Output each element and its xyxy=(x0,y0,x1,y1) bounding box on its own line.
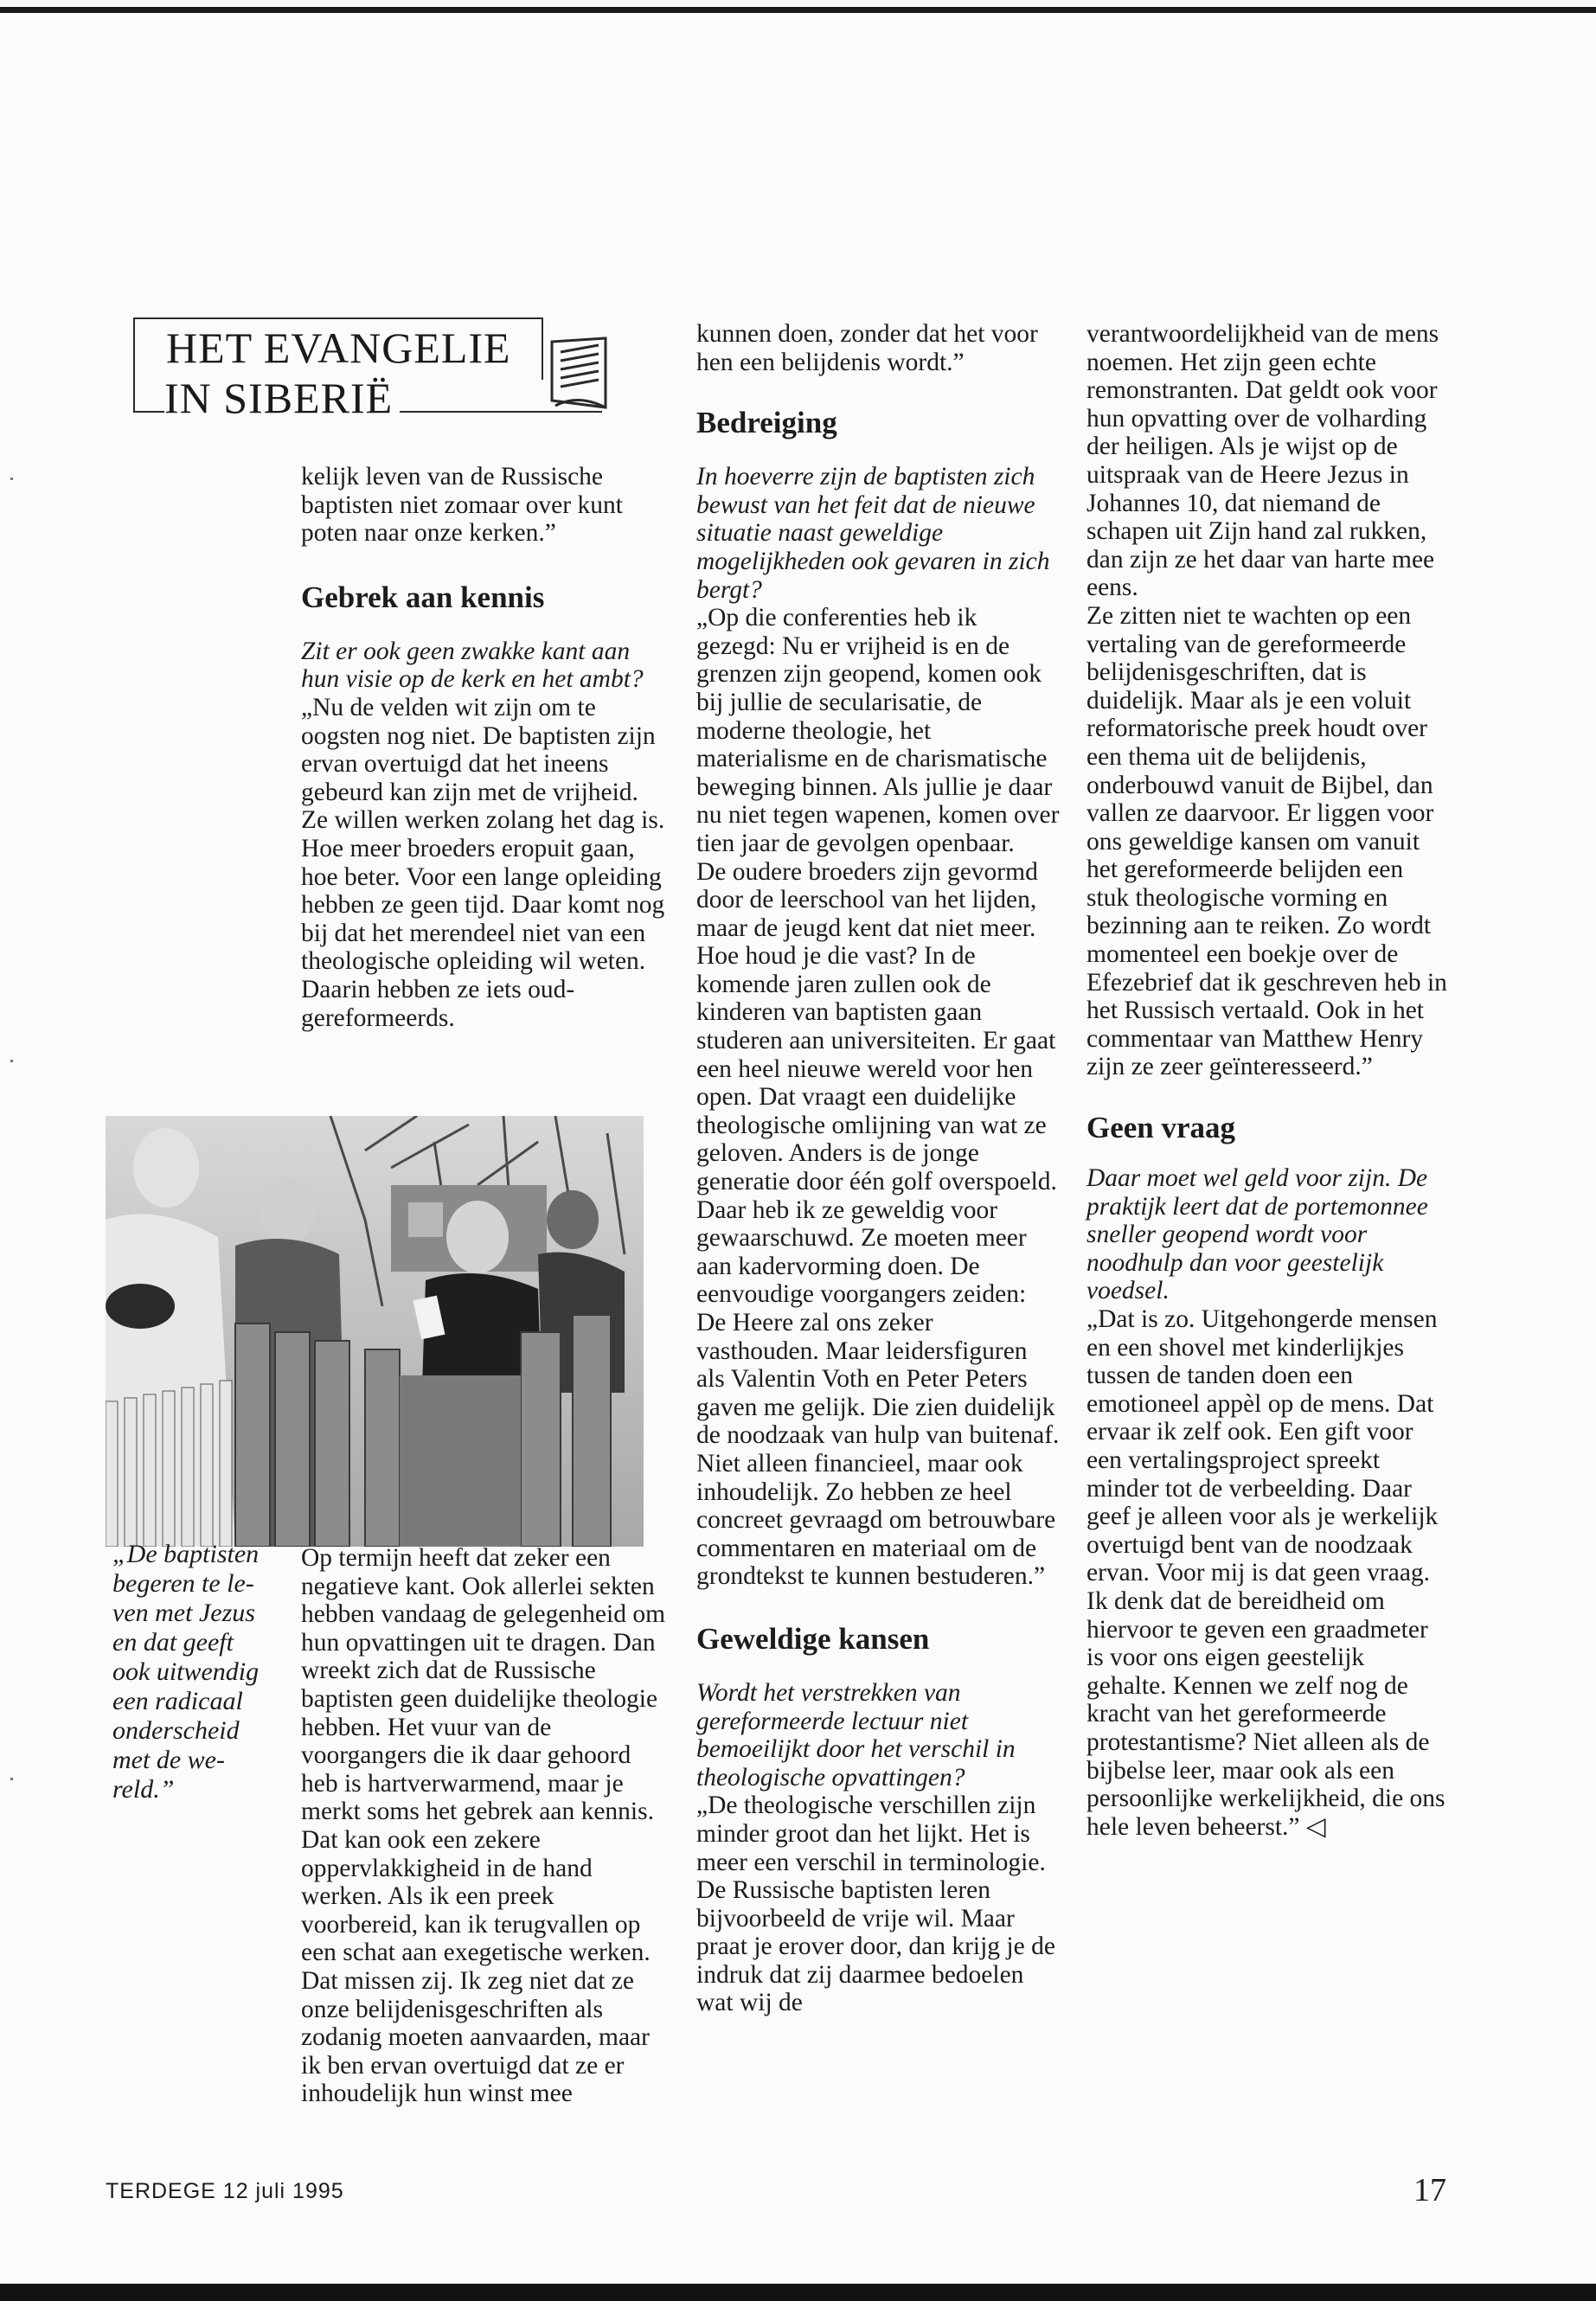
header-title-line2: IN SIBERIË xyxy=(164,373,400,423)
caption-line: „De baptisten xyxy=(112,1540,260,1568)
scan-speck xyxy=(10,1060,13,1062)
paragraph-bedreiging-1: „Op die conferenties heb ik gezegd: Nu er vrijheid is en de grenzen zijn geopend, komen ook bij jullie de secularisatie, de moderne theologie, het materialisme en de charismatische beweging binnen. Als jullie je daar nu niet tegen wapenen, komen over tien jaar de gevolgen openbaar. xyxy=(696,604,1060,857)
question-gebrek: Zit er ook geen zwakke kant aan hun visie op de kerk en het ambt? xyxy=(301,637,644,694)
heading-geweldige-kansen: Geweldige kansen xyxy=(696,1621,930,1656)
section-header xyxy=(133,317,618,421)
caption-line: onderscheid xyxy=(112,1716,240,1745)
caption-line: ook uitwendig xyxy=(112,1657,260,1686)
photo-women-at-fence xyxy=(106,1116,644,1547)
photo-illustration xyxy=(106,1116,644,1547)
paragraph-geen-vraag: „Dat is zo. Uitgehongerde mensen en een shovel met kinderlijkjes tussen de tanden doen een emotioneel appèl op de mens. Dat ervaar ik zelf ook. Een gift voor een vertalingsproject spreekt minder tot de verbeelding. Daar geef je alleen voor als je werkelijk overtuigd bent van de noodzaak ervan. Voor mij is dat geen vraag. Ik denk dat de bereidheid om hiervoor te geven een graadmeter is voor ons eigen geestelijk gehalte. Kennen we zelf nog de kracht van het gereformeerde protestantisme? Niet alleen als de bijbelse leer, maar ook als een persoonlijke werkelijkheid, die ons hele leven beheerst.” ◁ xyxy=(1086,1305,1445,1841)
column-2-bottom xyxy=(301,1544,666,2108)
column-2-intro: kelijk leven van de Russische baptisten niet zomaar over kunt poten naar onze kerken.” xyxy=(301,463,623,548)
open-book-icon xyxy=(547,333,611,411)
column-3 xyxy=(696,320,1060,2017)
paragraph-verantwoordelijkheid: verantwoordelijkheid van de mens noemen. Het zijn geen echte remonstranten. Dat geldt ook voor hun opvatting over de volharding der heiligen. Als je wijst op de uitspraak van de Heere Jezus in Johannes 10, dat niemand de schapen uit Zijn hand zal rukken, dan zijn ze het daar van harte mee eens. xyxy=(1086,320,1439,602)
header-frame-left xyxy=(133,378,135,413)
paragraph-op-termijn: Op termijn heeft dat zeker een negatieve kant. Ook allerlei sekten hebben vandaag de gelegenheid om hun opvattingen uit te dragen. Dan wreekt zich dat de Russische baptisten geen duidelijke theologie hebben. Het vuur van de voorgangers die ik daar gehoord heb is hartverwarmend, maar je merkt soms het gebrek aan kennis. Dat kan ook een zekere oppervlakkigheid in de hand werken. Als ik een preek voorbereid, kan ik terugvallen op een schat aan exegetische werken. Dat missen zij. Ik zeg niet dat ze onze belijdenisgeschriften als zodanig moeten aanvaarden, maar ik ben ervan overtuigd dat ze er inhoudelijk hun winst mee xyxy=(301,1544,666,2108)
heading-geen-vraag: Geen vraag xyxy=(1086,1111,1236,1145)
caption-line: begeren te le- xyxy=(112,1569,254,1598)
paragraph-vertaling: Ze zitten niet te wachten op een vertaling van de gereformeerde belijdenisgeschriften, dat is duidelijk. Maar als je een voluit reformatorische preek houdt over een thema uit de belijdenis, onderbouwd vanuit de Bijbel, dan vallen ze daarvoor. Er liggen voor ons geweldige kansen om vanuit het gereformeerde belijden een stuk theologische vorming en bezinning aan te reiken. Zo wordt momenteel een boekje over de Efezebrief dat ik geschreven heb in het Russisch vertaald. Ook in het commentaar van Matthew Henry zijn ze zeer geïnteresseerd.” xyxy=(1086,601,1447,1081)
footer-magazine-date: TERDEGE 12 juli 1995 xyxy=(106,2179,344,2203)
question-geen-vraag: Daar moet wel geld voor zijn. De praktijk leert dat de portemonnee sneller geopend wordt voor noodhulp dan voor geestelijk voedsel. xyxy=(1086,1164,1428,1305)
column-2-top xyxy=(301,463,666,1032)
heading-bedreiging: Bedreiging xyxy=(696,406,837,440)
question-bedreiging: In hoeverre zijn de baptisten zich bewust van het feit dat de nieuwe situatie naast geweldige mogelijkheden ook gevaren in zich bergt? xyxy=(696,463,1050,604)
header-title-line1: HET EVANGELIE xyxy=(166,324,511,372)
column-3-intro: kunnen doen, zonder dat het voor hen een belijdenis wordt.” xyxy=(696,320,1038,376)
bottom-edge-bar xyxy=(0,2284,1596,2301)
heading-gebrek-aan-kennis: Gebrek aan kennis xyxy=(301,580,545,614)
footer-page-number: 17 xyxy=(1413,2172,1446,2208)
caption-line: reld.” xyxy=(112,1775,175,1804)
paragraph-bedreiging-2: De oudere broeders zijn gevormd door de leerschool van het lijden, maar de jeugd kent dat niet meer. Hoe houd je die vast? In de komende jaren zullen ook de kinderen van baptisten gaan studeren aan universiteiten. Er gaat een heel nieuwe wereld voor hen open. Dat vraagt een duidelijke theologische omlijning van wat ze geloven. Anders is de jonge generatie door één golf overspoeld. Daar heb ik ze geweldig voor gewaarschuwd. Ze moeten meer aan kadervorming doen. De eenvoudige voorgangers zeiden: De Heere zal ons zeker vasthouden. Maar leidersfiguren als Valentin Voth en Peter Peters gaven me gelijk. Die zien duidelijk de noodzaak van hulp van buitenaf. Niet alleen financieel, maar ook inhoudelijk. Zo hebben ze heel concreet gevraagd om betrouwbare commentaren en materiaal om de grondtekst te kunnen bestuderen.” xyxy=(696,857,1060,1591)
caption-line: en dat geeft xyxy=(112,1628,234,1657)
scan-speck xyxy=(10,478,13,480)
caption-line: een radicaal xyxy=(112,1687,243,1715)
scan-speck xyxy=(10,1778,13,1780)
paragraph-gebrek: „Nu de velden wit zijn om te oogsten nog niet. De baptisten zijn ervan overtuigd dat het ineens gebeurd kan zijn met de vrijheid. Ze willen werken zolang het dag is. Hoe meer broeders eropuit gaan, hoe beter. Voor een lange opleiding hebben ze geen tijd. Daar komt nog bij dat het merendeel niet van een theologische opleiding wil weten. Daarin hebben ze iets oud-gereformeerds. xyxy=(301,693,665,1032)
caption-line: ven met Jezus xyxy=(112,1599,255,1627)
question-kansen: Wordt het verstrekken van gereformeerde lectuur niet bemoeilijkt door het verschil in theologische opvattingen? xyxy=(696,1678,1016,1791)
caption-line: met de we- xyxy=(112,1746,225,1774)
paragraph-kansen: „De theologische verschillen zijn minder groot dan het lijkt. Het is meer een verschil in terminologie. De Russische baptisten leren bijvoorbeeld de vrije wil. Maar praat je erover door, dan krijg je de indruk dat zij daarmee bedoelen wat wij de xyxy=(696,1791,1055,2017)
top-edge-bar xyxy=(0,7,1596,13)
photo-caption xyxy=(112,1540,285,1804)
column-4 xyxy=(1086,320,1450,1841)
